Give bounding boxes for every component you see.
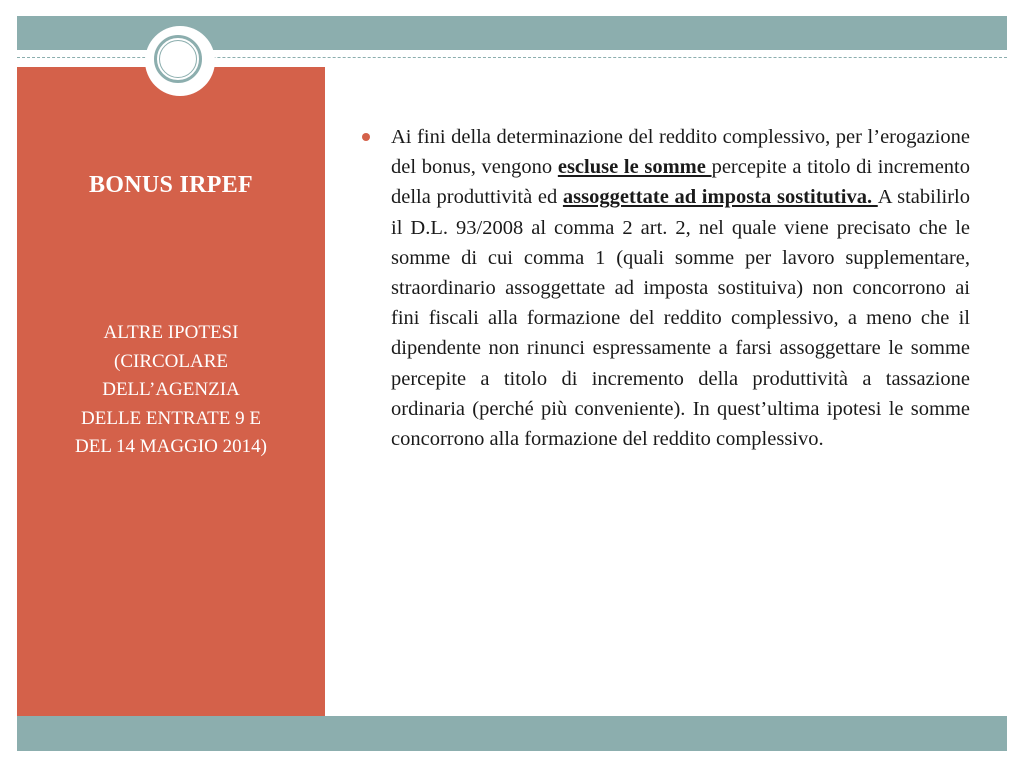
body-part-1: Ai fini della determinazione del reddito complessivo, per l’erogazione del bonus, vengono: [391, 126, 970, 179]
bottom-band: [17, 716, 1007, 751]
body-part-2: percepite a titolo di incremento della produttività ed: [391, 156, 970, 209]
emphasis-assoggettate: assoggettate ad imposta sostitutiva.: [562, 186, 878, 209]
body-part-3: A stabilirlo il D.L. 93/2008 al comma 2 art. 2, nel quale viene precisato che le somme di cui comma 1 (quali somme per lavoro supplementare, straordinario assoggettate ad imposta sostituiva) non concorrono ai fini fiscali alla formazione del reddito complessivo, a meno che il dipendente non rinunci espressamente a farsi assoggettare le somme percepite a titolo di incremento della produttività a tassazione ordinaria (perché più conveniente). In quest’ultima ipotesi le somme concorrono alla formazione del reddito complessivo.: [391, 186, 971, 451]
content-area: [362, 122, 970, 454]
bullet-text: [391, 122, 970, 454]
bullet-icon: [362, 133, 370, 141]
slide-title: BONUS IRPEF: [89, 172, 253, 198]
slide-subtitle: ALTRE IPOTESI (CIRCOLARE DELL’AGENZIA DELLE ENTRATE 9 E DEL 14 MAGGIO 2014): [75, 322, 267, 457]
circle-badge-core: [159, 40, 197, 78]
emphasis-escluse: escluse le somme: [557, 156, 712, 179]
